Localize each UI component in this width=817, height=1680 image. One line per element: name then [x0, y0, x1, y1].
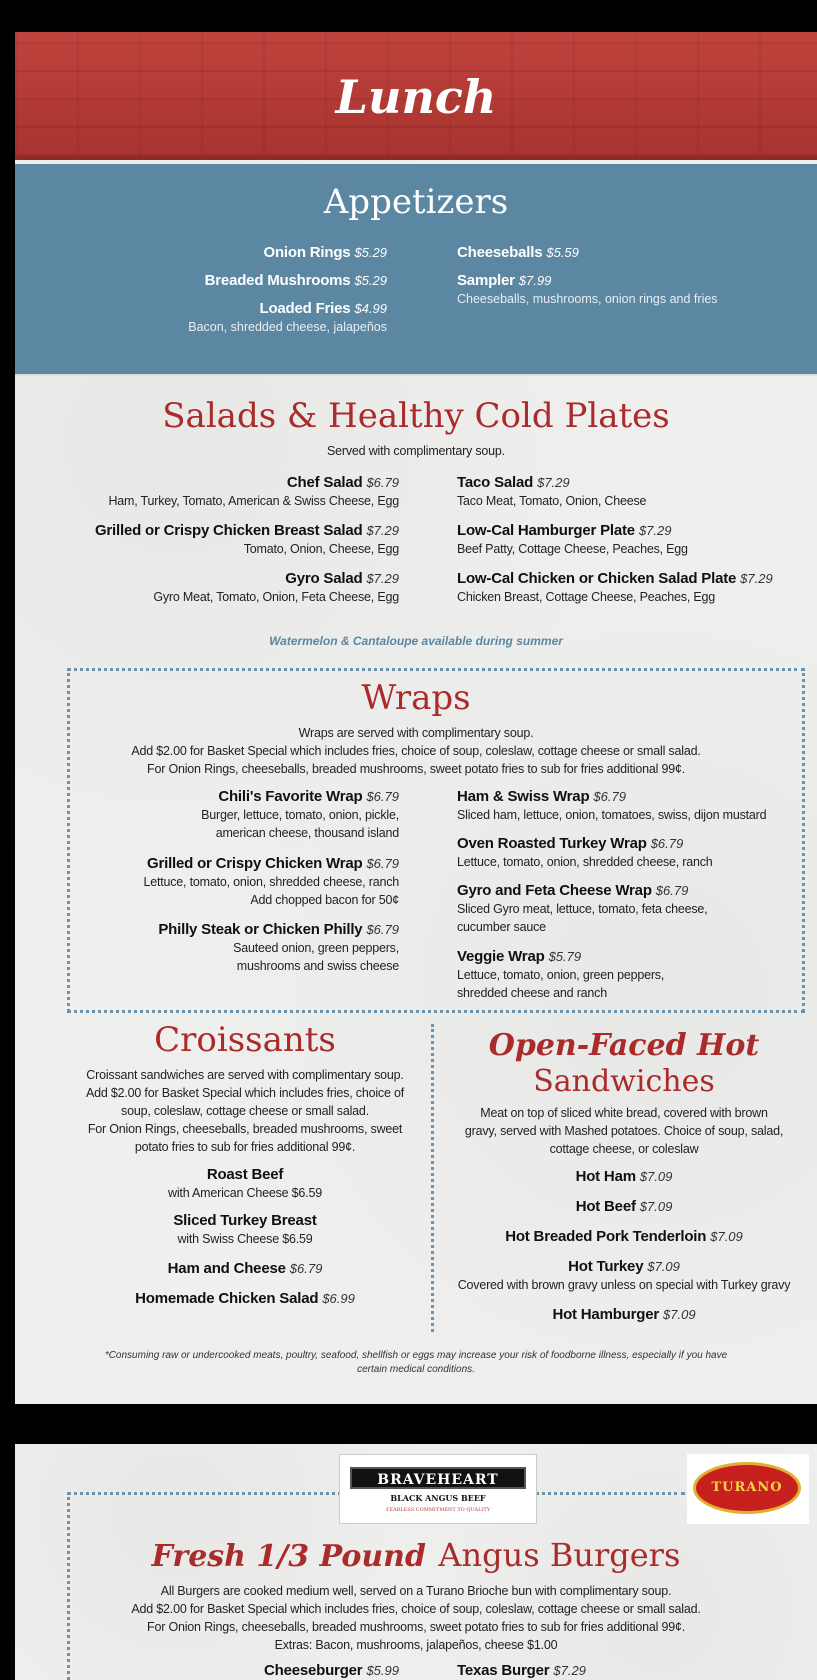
salad-desc: Gyro Meat, Tomato, Onion, Feta Cheese, Egg — [153, 590, 399, 604]
burgers-title: Fresh 1/3 Pound Angus Burgers — [151, 1536, 681, 1574]
burgers-intro: All Burgers are cooked medium well, served on a Turano Brioche bun with complimentary soup. — [160, 1584, 672, 1598]
croissants-intro: Add $2.00 for Basket Special which includes fries, choice of — [85, 1086, 405, 1100]
menu-page-1 — [15, 32, 817, 1404]
salads-title: Salads & Healthy Cold Plates — [162, 396, 670, 436]
braveheart-logo: BRAVEHEART BLACK ANGUS BEEF FEARLESS COMMITMENT TO QUALITY — [339, 1454, 537, 1524]
appetizer-item: Sampler $7.99 — [457, 272, 552, 289]
croissant-desc: with Swiss Cheese $6.59 — [177, 1232, 313, 1246]
croissant-item: Ham and Cheese $6.79 — [167, 1260, 323, 1277]
burgers-intro: Extras: Bacon, mushrooms, jalapeños, cheese $1.00 — [274, 1638, 558, 1652]
hot-sandwiches-intro: gravy, served with Mashed potatoes. Choice of soup, salad, — [464, 1124, 784, 1138]
appetizers-title: Appetizers — [323, 182, 509, 222]
wrap-item: Chili's Favorite Wrap $6.79 — [218, 788, 399, 805]
wrap-desc: american cheese, thousand island — [215, 826, 399, 840]
appetizer-item: Loaded Fries $4.99 — [259, 300, 387, 317]
wraps-title: Wraps — [361, 678, 471, 718]
croissants-intro: soup, coleslaw, cottage cheese or small salad. — [121, 1104, 369, 1118]
hot-sandwich-item: Hot Beef $7.09 — [575, 1198, 673, 1215]
wrap-desc: Lettuce, tomato, onion, shredded cheese, ranch — [143, 875, 399, 889]
salad-desc: Chicken Breast, Cottage Cheese, Peaches, Egg — [457, 590, 716, 604]
burgers-border-top-right — [535, 1492, 685, 1495]
croissants-intro: For Onion Rings, cheeseballs, breaded mushrooms, sweet — [87, 1122, 403, 1136]
salad-item: Gyro Salad $7.29 — [285, 570, 399, 587]
salad-desc: Beef Patty, Cottage Cheese, Peaches, Egg — [457, 542, 688, 556]
wrap-desc: Lettuce, tomato, onion, shredded cheese, ranch — [457, 855, 713, 869]
wrap-item: Oven Roasted Turkey Wrap $6.79 — [457, 835, 684, 852]
wrap-item: Philly Steak or Chicken Philly $6.79 — [158, 921, 399, 938]
wrap-desc: Sliced Gyro meat, lettuce, tomato, feta cheese, — [457, 902, 708, 916]
turano-logo: TURANO — [687, 1454, 809, 1524]
burgers-intro: Add $2.00 for Basket Special which includes fries, choice of soup, coleslaw, cottage cheese or small salad. — [131, 1602, 701, 1616]
burger-item: Texas Burger $7.29 — [457, 1662, 586, 1679]
hot-sandwiches-intro: cottage cheese, or coleslaw — [549, 1142, 699, 1156]
salad-item: Chef Salad $6.79 — [286, 474, 399, 491]
salad-desc: Taco Meat, Tomato, Onion, Cheese — [457, 494, 647, 508]
hot-sandwiches-intro: Meat on top of sliced white bread, covered with brown — [480, 1106, 768, 1120]
appetizer-desc: Cheeseballs, mushrooms, onion rings and fries — [457, 292, 718, 306]
croissant-item: Homemade Chicken Salad $6.99 — [135, 1290, 355, 1307]
hot-sandwiches-title: Sandwiches — [533, 1064, 715, 1099]
croissant-desc: with American Cheese $6.59 — [168, 1186, 322, 1200]
hot-sandwich-item: Hot Breaded Pork Tenderloin $7.09 — [505, 1228, 743, 1245]
wrap-desc: shredded cheese and ranch — [457, 986, 607, 1000]
column-divider — [431, 1024, 434, 1332]
lunch-title: Lunch — [335, 70, 497, 124]
hot-sandwich-item: Hot Turkey $7.09 — [568, 1258, 680, 1275]
wrap-desc: Add chopped bacon for 50¢ — [250, 893, 399, 907]
croissant-item: Sliced Turkey Breast — [173, 1212, 317, 1229]
appetizer-item: Breaded Mushrooms $5.29 — [204, 272, 387, 289]
salad-item: Taco Salad $7.29 — [457, 474, 570, 491]
appetizer-desc: Bacon, shredded cheese, jalapeños — [188, 320, 387, 334]
menu-page-2 — [15, 1444, 817, 1680]
wraps-border-right — [802, 668, 805, 1012]
salad-item: Grilled or Crispy Chicken Breast Salad $7.29 — [94, 522, 399, 539]
wrap-item: Ham & Swiss Wrap $6.79 — [457, 788, 626, 805]
wrap-desc: Lettuce, tomato, onion, green peppers, — [457, 968, 665, 982]
appetizer-item: Onion Rings $5.29 — [263, 244, 387, 261]
wrap-item: Gyro and Feta Cheese Wrap $6.79 — [457, 882, 689, 899]
wraps-intro: Add $2.00 for Basket Special which includes fries, choice of soup, coleslaw, cottage cheese or small salad. — [131, 744, 701, 758]
salads-subtitle: Served with complimentary soup. — [327, 444, 505, 458]
wraps-border-bottom — [67, 1010, 805, 1013]
salads-note: Watermelon & Cantaloupe available during summer — [269, 634, 563, 648]
hot-sandwich-desc: Covered with brown gravy unless on special with Turkey gravy — [457, 1278, 791, 1292]
wraps-border-top — [67, 668, 805, 671]
burger-item: Cheeseburger $5.99 — [263, 1662, 399, 1679]
croissants-title: Croissants — [154, 1020, 336, 1060]
wrap-desc: Sliced ham, lettuce, onion, tomatoes, swiss, dijon mustard — [457, 808, 767, 822]
wraps-intro: For Onion Rings, cheeseballs, breaded mushrooms, sweet potato fries to sub for fries additional 99¢. — [147, 762, 685, 776]
croissants-intro: Croissant sandwiches are served with complimentary soup. — [86, 1068, 404, 1082]
burgers-intro: For Onion Rings, cheeseballs, breaded mushrooms, sweet potato fries to sub for fries additional 99¢. — [147, 1620, 685, 1634]
croissants-intro: potato fries to sub for fries additional 99¢. — [134, 1140, 356, 1154]
salad-desc: Ham, Turkey, Tomato, American & Swiss Cheese, Egg — [108, 494, 399, 508]
wrap-desc: cucumber sauce — [457, 920, 546, 934]
wrap-item: Veggie Wrap $5.79 — [457, 948, 582, 965]
croissant-item: Roast Beef — [206, 1166, 284, 1183]
wrap-desc: Burger, lettuce, tomato, onion, pickle, — [201, 808, 399, 822]
wraps-border-left — [67, 668, 70, 1012]
disclaimer: certain medical conditions. — [357, 1364, 475, 1375]
wraps-intro: Wraps are served with complimentary soup. — [298, 726, 534, 740]
salad-desc: Tomato, Onion, Cheese, Egg — [243, 542, 399, 556]
salad-item: Low-Cal Hamburger Plate $7.29 — [457, 522, 672, 539]
disclaimer: *Consuming raw or undercooked meats, poultry, seafood, shellfish or eggs may increase your risk of foodborne illness, especially if you have — [104, 1350, 728, 1361]
salad-item: Low-Cal Chicken or Chicken Salad Plate $7.29 — [457, 570, 773, 587]
appetizer-item: Cheeseballs $5.59 — [457, 244, 579, 261]
hot-sandwich-item: Hot Ham $7.09 — [575, 1168, 673, 1185]
hot-sandwiches-title-script: Open-Faced Hot — [488, 1028, 760, 1063]
hot-sandwich-item: Hot Hamburger $7.09 — [552, 1306, 696, 1323]
wrap-desc: Sauteed onion, green peppers, — [233, 941, 399, 955]
burgers-border-top-left — [67, 1492, 349, 1495]
wrap-desc: mushrooms and swiss cheese — [236, 959, 399, 973]
wrap-item: Grilled or Crispy Chicken Wrap $6.79 — [147, 855, 399, 872]
